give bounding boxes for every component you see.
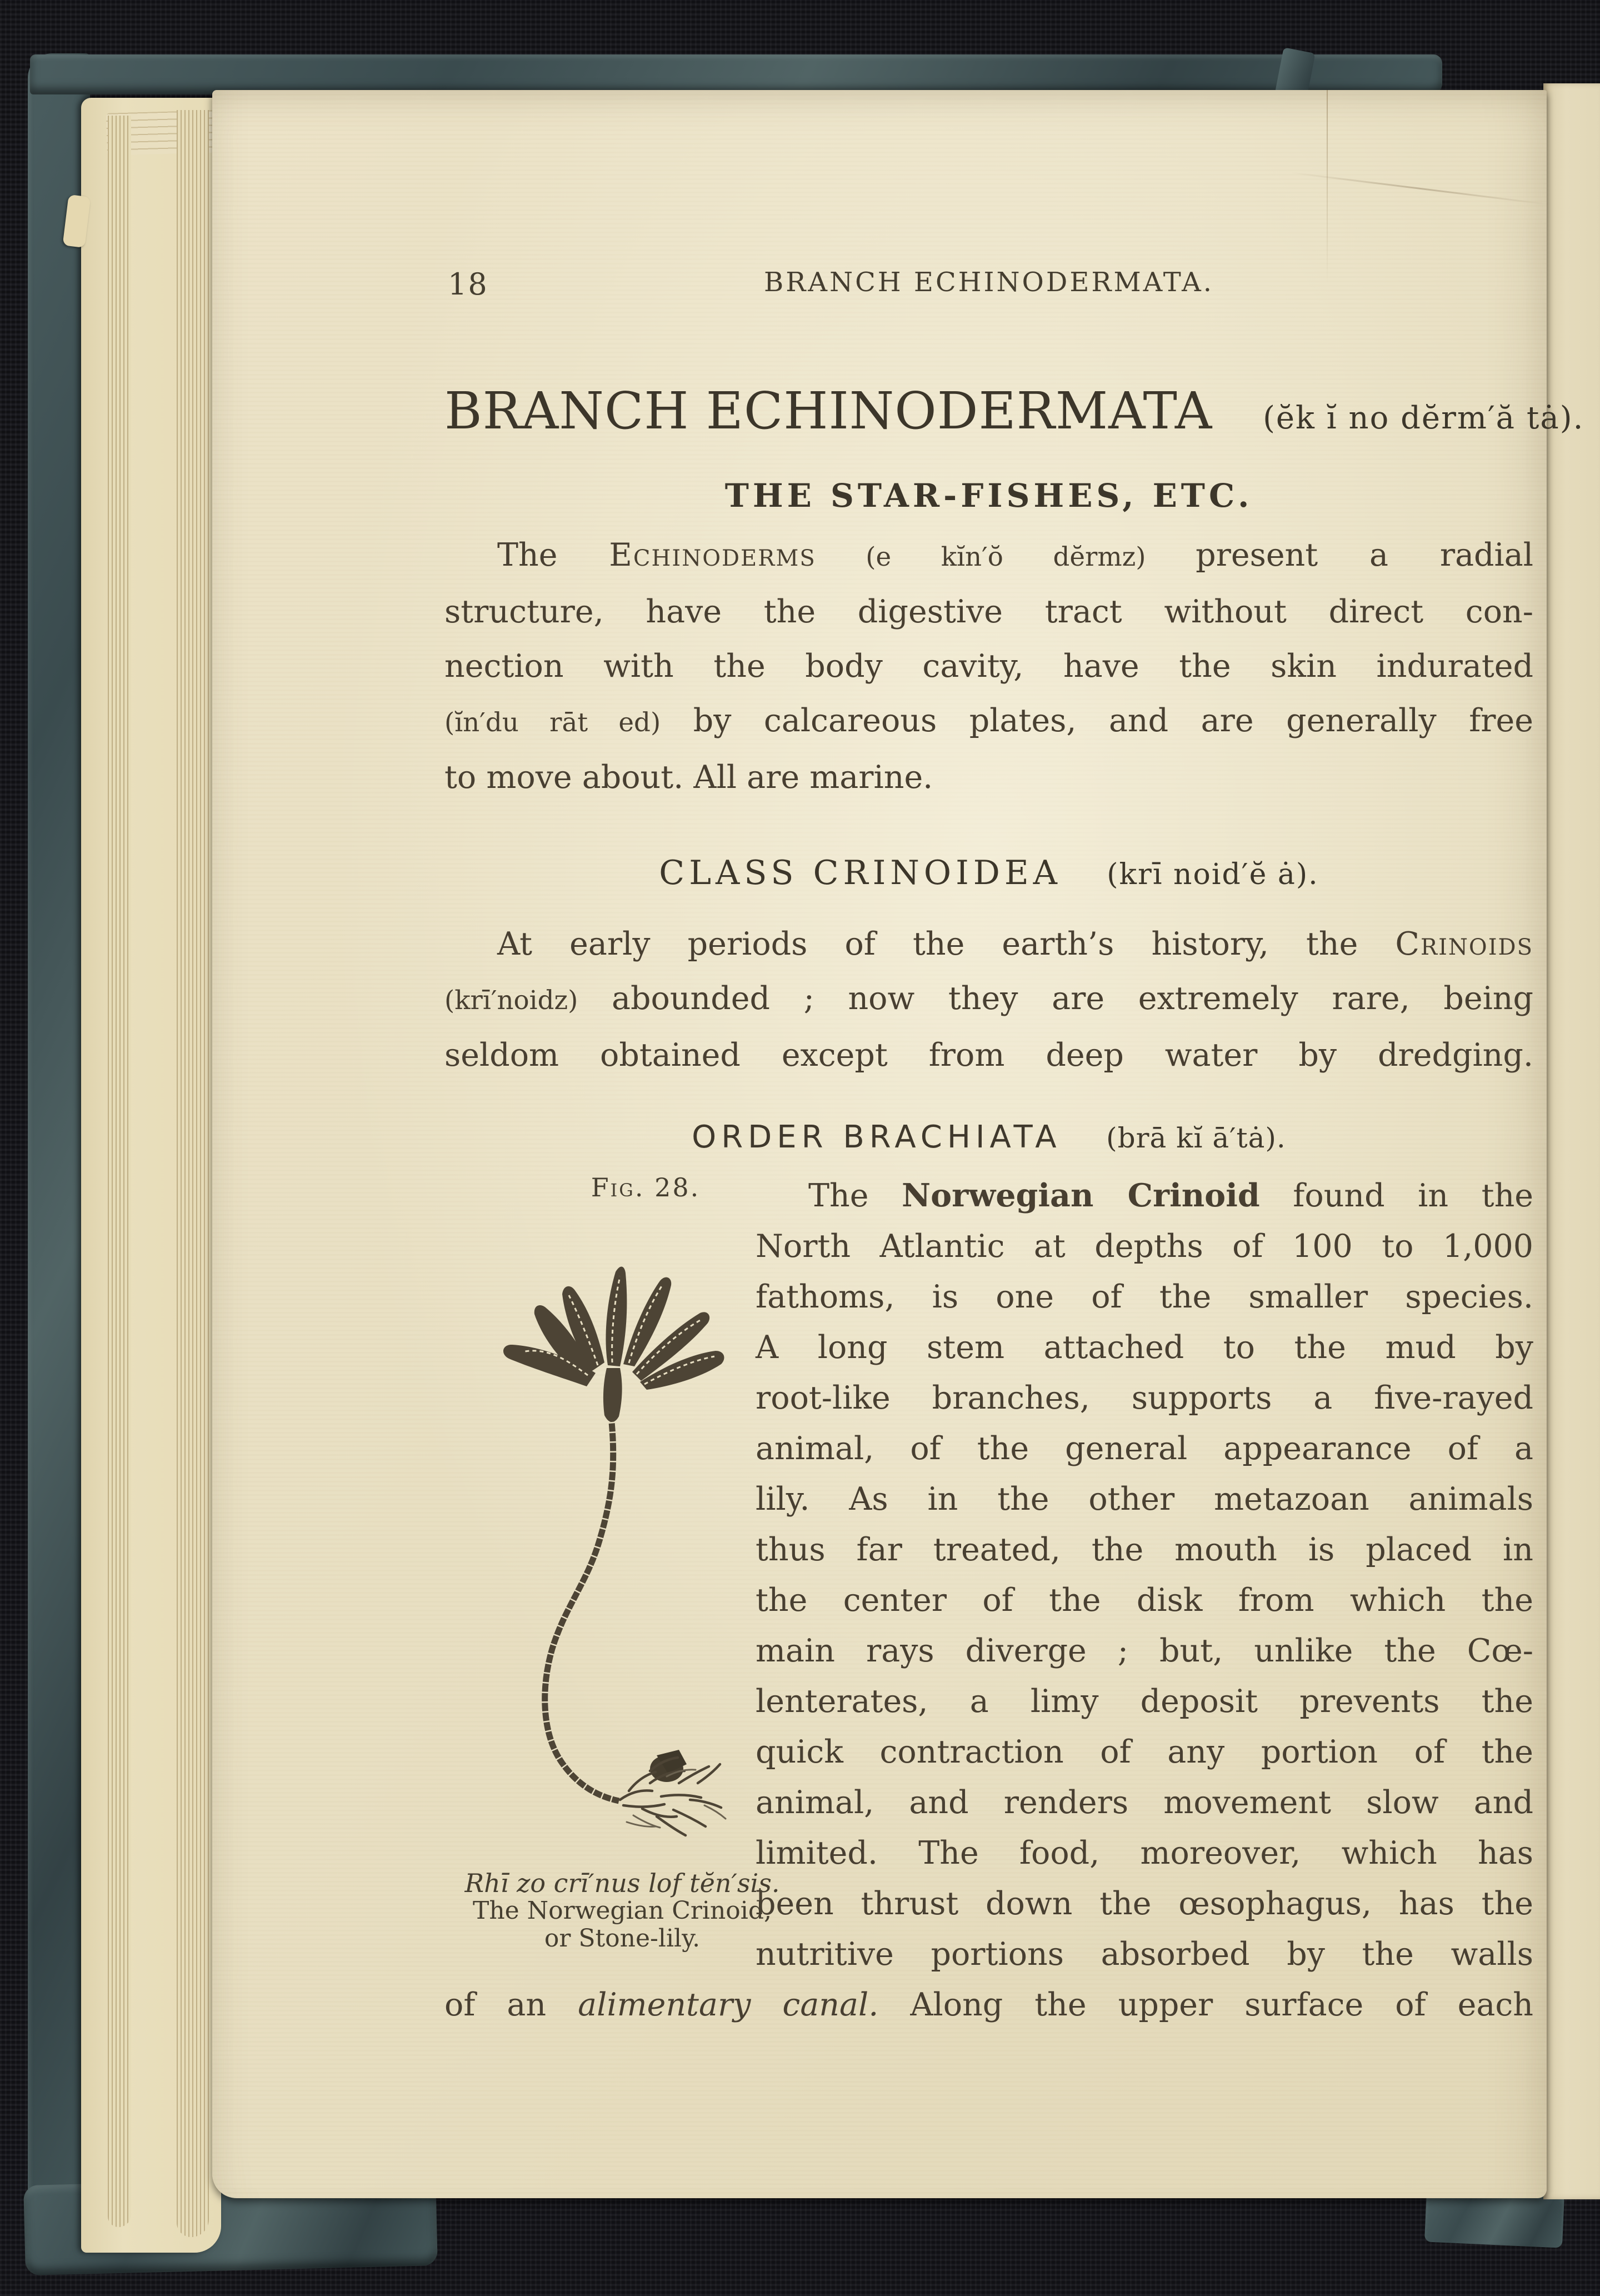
body-line-13: animal, and renders movement slow and bbox=[756, 1784, 1533, 1821]
echinoderms-pronunciation: (e kĭn′ŏ dĕrmz) bbox=[816, 542, 1196, 572]
intro-line-5: to move about. All are marine. bbox=[444, 759, 933, 796]
class-line-3: seldom obtained except from deep water by dredging. bbox=[444, 1037, 1533, 1074]
subtitle: THE STAR-FISHES, ETC. bbox=[724, 477, 1253, 515]
crinoid-illustration bbox=[483, 1249, 739, 1846]
figure-caption bbox=[428, 1869, 817, 1953]
figure-28 bbox=[428, 1162, 817, 1953]
page-edges-stack-left bbox=[108, 116, 131, 2227]
body-section bbox=[444, 1170, 1533, 2030]
body-line-3: fathoms, is one of the smaller species. bbox=[756, 1279, 1533, 1315]
body-line-16: nutritive portions absorbed by the walls bbox=[756, 1936, 1533, 1973]
intro-line-3: nection with the body cavity, have the skin indurated bbox=[444, 648, 1533, 685]
order-heading-pronunciation: (brā kĭ ā′tȧ). bbox=[1106, 1122, 1286, 1154]
body-line-10: main rays diverge ; but, unlike the Cœ- bbox=[756, 1633, 1533, 1669]
body-line-6: animal, of the general appearance of a bbox=[756, 1430, 1533, 1467]
body-line-1: The Norwegian Crinoid found in the bbox=[808, 1177, 1534, 1214]
intro-line-2: structure, have the digestive tract without direct con- bbox=[444, 593, 1533, 630]
body-line-full: of an alimentary canal. Along the upper surface of each bbox=[444, 1986, 1534, 2023]
text-column bbox=[444, 90, 1584, 2198]
echinoderms-smallcaps: Echinoderms bbox=[609, 537, 816, 573]
page-number: 18 bbox=[448, 267, 488, 302]
body-line-15: been thrust down the œsophagus, has the bbox=[756, 1885, 1533, 1922]
running-title: BRANCH ECHINODERMATA. bbox=[763, 267, 1214, 298]
figure-caption-species: Rhī zo crī′nus lof tĕn′sis. bbox=[464, 1868, 780, 1898]
crinoids-pronunciation: (krī′noidz) bbox=[444, 986, 578, 1016]
intro-line-1: The Echinoderms (e kĭn′ŏ dĕrmz) present a radial bbox=[497, 537, 1533, 573]
body-line-11: lenterates, a limy deposit prevents the bbox=[756, 1683, 1533, 1720]
body-line-2: North Atlantic at depths of 100 to 1,000 bbox=[756, 1228, 1533, 1265]
norwegian-crinoid-bold: Norwegian Crinoid bbox=[902, 1177, 1260, 1214]
figure-caption-line3: or Stone-lily. bbox=[544, 1924, 701, 1953]
page-edges-stack-right bbox=[177, 110, 209, 2237]
class-line-2: (krī′noidz) abounded ; now they are extremely rare, being bbox=[444, 980, 1533, 1017]
class-heading-main: CLASS CRINOIDEA bbox=[659, 853, 1062, 892]
intro-paragraph bbox=[444, 528, 1533, 805]
book-cover-top-edge bbox=[30, 54, 1442, 94]
branch-title bbox=[444, 381, 1584, 441]
body-line-7: lily. As in the other metazoan animals bbox=[756, 1481, 1533, 1518]
order-heading-main: ORDER BRACHIATA bbox=[692, 1119, 1062, 1155]
order-heading bbox=[444, 1119, 1533, 1155]
class-line-1: At early periods of the earth’s history, the Crinoids bbox=[497, 926, 1533, 962]
crinoids-smallcaps: Crinoids bbox=[1395, 926, 1533, 962]
body-line-14: limited. The food, moreover, which has bbox=[756, 1835, 1533, 1871]
figure-label: Fig. 28. bbox=[591, 1172, 701, 1202]
class-heading-pronunciation: (krī noid′ĕ ȧ). bbox=[1107, 858, 1319, 891]
figure-caption-line2: The Norwegian Crinoid, bbox=[472, 1896, 772, 1925]
branch-title-pronunciation: (ĕk ĭ no dĕrm′ă tȧ). bbox=[1263, 400, 1584, 436]
branch-title-main: BRANCH ECHINODERMATA bbox=[444, 381, 1213, 441]
body-line-8: thus far treated, the mouth is placed in bbox=[756, 1531, 1533, 1568]
body-line-4: A long stem attached to the mud by bbox=[756, 1329, 1533, 1366]
class-heading bbox=[444, 853, 1533, 892]
body-line-9: the center of the disk from which the bbox=[756, 1582, 1533, 1619]
body-line-12: quick contraction of any portion of the bbox=[756, 1734, 1533, 1770]
alimentary-canal-italic: alimentary canal. bbox=[578, 1986, 879, 2023]
intro-line-4: (ĭn′du rāt ed) by calcareous plates, and are generally free bbox=[444, 702, 1534, 739]
body-line-5: root-like branches, supports a five-rayed bbox=[756, 1380, 1533, 1416]
indurated-pronunciation: (ĭn′du rāt ed) bbox=[444, 708, 661, 738]
class-paragraph bbox=[444, 917, 1533, 1082]
running-head-row bbox=[444, 267, 1533, 311]
book-page bbox=[212, 90, 1584, 2198]
